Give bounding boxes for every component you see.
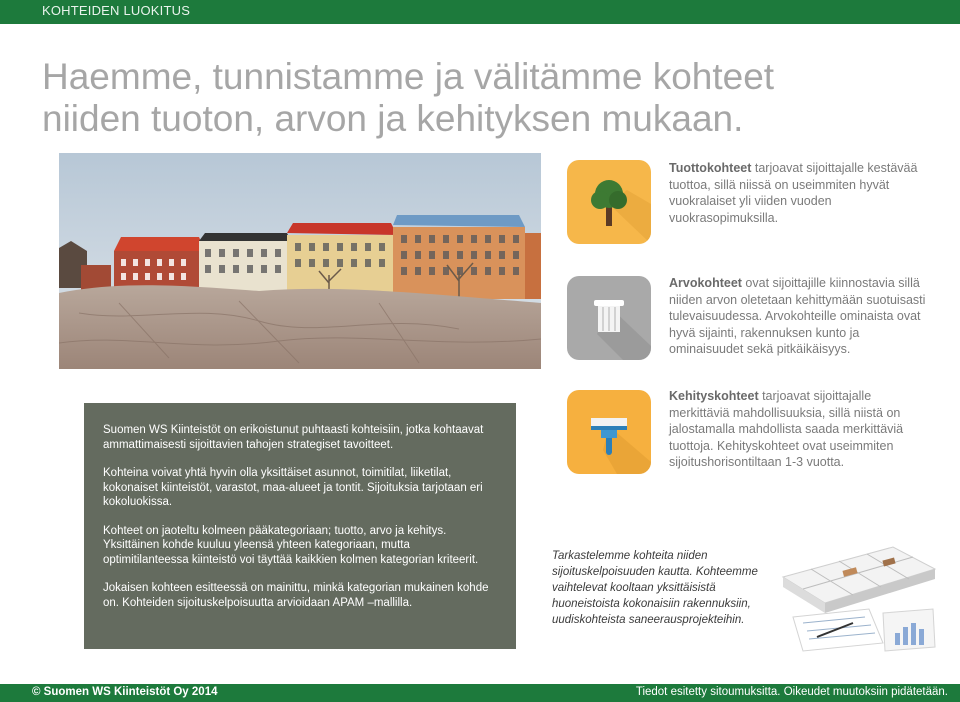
paint-brush-icon (567, 390, 651, 474)
category-arvo-title: Arvokohteet (669, 276, 742, 290)
category-arvo-desc: ovat sijoittajille kiinnostavia sillä niiden arvon oletetaan kehittymään suotuisasti tulevaisuudessa. Arvokohteille ominaista ovat hyvä sijainti, rakennuksen kunto ja ominaisuudet sekä pitkäikäisyys. (669, 276, 926, 356)
section-title: KOHTEIDEN LUOKITUS (42, 3, 191, 18)
investment-note: Tarkastelemme kohteita niiden sijoituskelpoisuuden kautta. Kohteemme vaihtelevat kooltaan yksittäisistä huoneistoista kokonaisiin rakennuksiin, uudiskohteista saneerausprojekteihin. (552, 550, 758, 626)
category-arvo-text (669, 275, 929, 358)
headline-line-1: Haemme, tunnistamme ja välitämme kohteet (42, 56, 775, 97)
top-bar (0, 0, 960, 24)
info-paragraph-4: Jokaisen kohteen esitteessä on mainittu, minkä kategorian mukainen kohde on. Kohteiden sijoituskelpoisuutta arvioidaan APAM –mallilla. (103, 582, 489, 609)
category-kehitys-text (669, 388, 929, 471)
column-icon (567, 276, 651, 360)
footer-bar (0, 684, 960, 702)
category-kehitys-desc: tarjoavat sijoittajalle merkittäviä mahdollisuuksia, sillä niistä on jalostamalla mahdollista saada merkittäviä tuottoja. Kehityskohteet ovat useimmiten sijoitushorisontiltaan 1-3 vuotta. (669, 389, 904, 469)
floor-plan-illustration (773, 539, 939, 655)
page-headline (42, 56, 902, 140)
footer-copyright: © Suomen WS Kiinteistöt Oy 2014 (32, 686, 218, 698)
footer-disclaimer: Tiedot esitetty sitoumuksitta. Oikeudet muutoksiin pidätetään. (635, 686, 948, 698)
info-paragraph-3: Kohteet on jaoteltu kolmeen pääkategoriaan; tuotto, arvo ja kehitys. Yksittäinen kohde kuuluu yleensä yhteen kategoriaan, mutta optimitilanteessa kiinteistö voi täyttää kaikkien kolmen kategorian kriteerit. (103, 524, 479, 566)
category-tuotto-desc: tarjoavat sijoittajalle kestävää tuottoa, sillä niissä on useimmiten hyvät vuokralaiset yli viiden vuoden vuokrasopimuksilla. (669, 161, 918, 225)
category-tuotto-title: Tuottokohteet (669, 161, 752, 175)
category-kehitys-title: Kehityskohteet (669, 389, 759, 403)
info-paragraph-2: Kohteina voivat yhtä hyvin olla yksittäiset asunnot, toimitilat, liiketilat, kokonaiset kiinteistöt, varastot, maa-alueet ja tontit. Sijoituksia tarjotaan eri kokoluokissa. (103, 467, 483, 508)
category-tuotto-text (669, 160, 929, 226)
tree-icon (567, 160, 651, 244)
info-box (84, 403, 516, 649)
buildings-photo (59, 153, 541, 369)
info-paragraph-1: Suomen WS Kiinteistöt on erikoistunut puhtaasti kohteisiin, jotka kohtaavat ammattimaisesti sijoittavien tahojen strategiset tavoitteet. (103, 424, 484, 451)
headline-line-2: niiden tuoton, arvon ja kehityksen mukaan. (42, 98, 744, 139)
